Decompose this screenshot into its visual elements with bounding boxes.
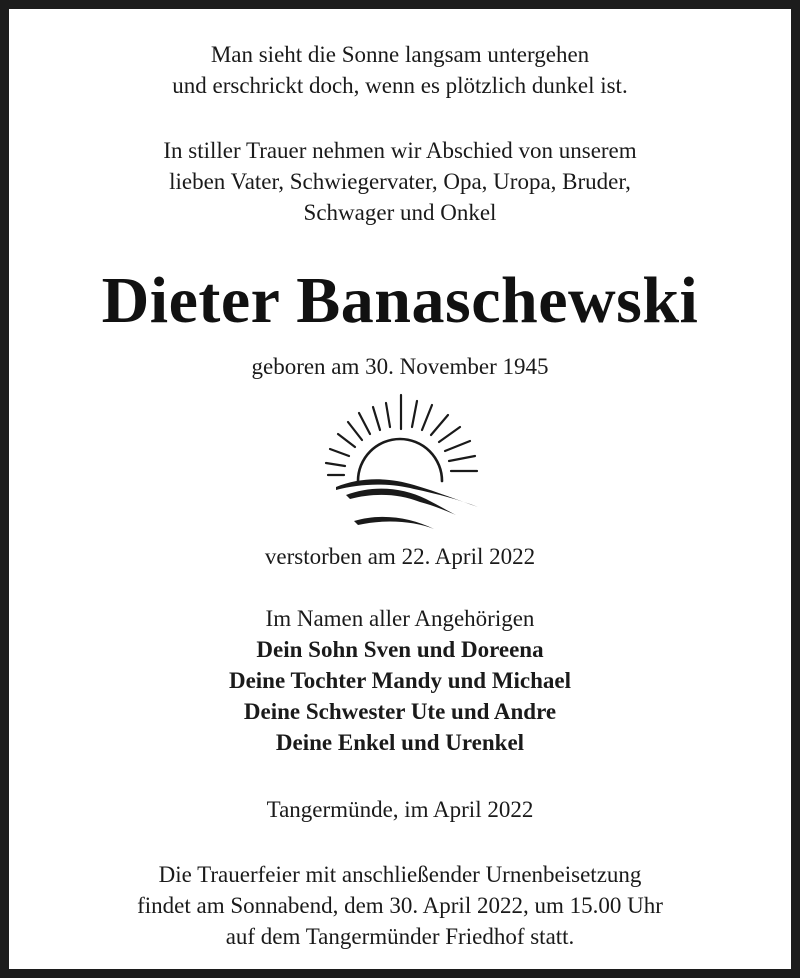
sun-disc: [358, 439, 442, 481]
deceased-name: Dieter Banaschewski: [101, 264, 699, 337]
sun-ray: [338, 434, 355, 447]
birth-date: [18, 351, 782, 382]
funeral-notice: [18, 859, 782, 952]
sun-ray: [386, 403, 390, 427]
family-member: Deine Tochter Mandy und Michael: [228, 668, 572, 693]
farewell-intro: [18, 135, 782, 228]
sun-ray: [439, 427, 460, 442]
family-intro: Im Namen aller Angehörigen: [265, 606, 535, 631]
intro-line: Schwager und Onkel: [303, 200, 497, 225]
sunset-over-hills-icon: [310, 389, 490, 539]
funeral-line: findet am Sonnabend, dem 30. April 2022, um 15.00 Uhr: [137, 893, 663, 918]
place-date-text: Tangermünde, im April 2022: [266, 797, 534, 822]
sun-ray: [348, 422, 362, 440]
funeral-line: Die Trauerfeier mit anschließender Urnenbeisetzung: [158, 862, 642, 887]
death-date: [18, 541, 782, 572]
funeral-line: auf dem Tangermünder Friedhof statt.: [225, 924, 575, 949]
sun-ray: [445, 441, 470, 451]
family-member: Deine Enkel und Urenkel: [275, 730, 525, 755]
sun-ray: [422, 405, 432, 430]
sun-ray: [373, 407, 380, 430]
family-member: Deine Schwester Ute und Andre: [243, 699, 557, 724]
sun-ray: [431, 415, 448, 435]
intro-line: In stiller Trauer nehmen wir Abschied von unserem: [163, 138, 637, 163]
family-member: Dein Sohn Sven und Doreena: [256, 637, 544, 662]
motto-verse: [18, 39, 782, 101]
intro-line: lieben Vater, Schwiegervater, Opa, Uropa, Bruder,: [169, 169, 631, 194]
motto-line: und erschrickt doch, wenn es plötzlich dunkel ist.: [172, 73, 628, 98]
hill-front: [346, 489, 456, 515]
sun-ray: [412, 401, 417, 427]
death-date-text: verstorben am 22. April 2022: [264, 544, 536, 569]
sun-ray: [326, 463, 345, 466]
hill-slope: [354, 517, 434, 529]
place-and-date: [18, 794, 782, 825]
birth-date-text: geboren am 30. November 1945: [251, 354, 549, 379]
sun-ray: [359, 413, 370, 434]
sun-ray: [449, 456, 475, 461]
motto-line: Man sieht die Sonne langsam untergehen: [210, 42, 590, 67]
sun-ray: [330, 449, 349, 456]
obituary-content: [18, 9, 782, 969]
family-section: [18, 603, 782, 758]
